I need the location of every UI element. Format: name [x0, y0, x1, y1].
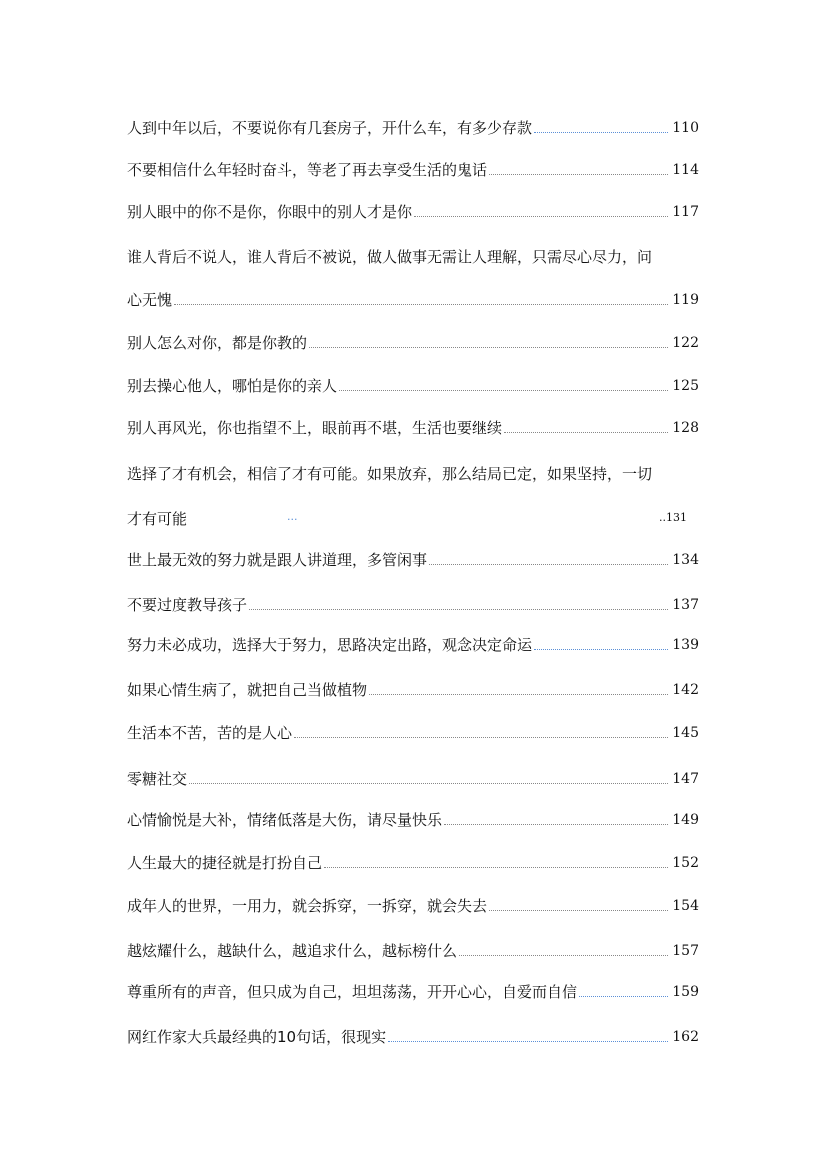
- toc-entry[interactable]: [127, 625, 699, 655]
- toc-entry[interactable]: [127, 843, 699, 873]
- toc-entry-page: 139: [672, 637, 699, 653]
- toc-entry-title: 别人再风光，你也指望不上，眼前再不堪，生活也要继续: [127, 419, 503, 437]
- toc-entry[interactable]: [127, 931, 699, 961]
- toc-entry-page: 162: [672, 1029, 699, 1045]
- toc-entry-page: 117: [672, 204, 699, 220]
- toc-entry-page: 147: [672, 771, 699, 787]
- toc-entry-title: 不要相信什么年轻时奋斗，等老了再去享受生活的鬼话: [127, 161, 488, 179]
- dot-leader: [249, 609, 668, 610]
- dot-leader: [489, 174, 668, 175]
- toc-entry-page: 152: [672, 855, 699, 871]
- toc-entry-title: 零糖社交: [127, 770, 188, 788]
- dot-leader: ...: [287, 510, 298, 523]
- toc-entry[interactable]: [127, 585, 699, 615]
- toc-entry[interactable]: [127, 408, 699, 438]
- toc-entry[interactable]: [127, 108, 699, 138]
- dot-leader: [174, 304, 668, 305]
- toc-entry-page: 149: [672, 812, 699, 828]
- toc-entry-page: 110: [672, 120, 699, 136]
- toc-entry[interactable]: [127, 713, 699, 743]
- toc-entry[interactable]: [127, 972, 699, 1002]
- toc-entry[interactable]: [127, 366, 699, 396]
- dot-leader: [579, 996, 668, 997]
- toc-entry-page: 125: [672, 378, 699, 394]
- dot-leader: [534, 649, 668, 650]
- dot-leader: [429, 564, 668, 565]
- toc-entry[interactable]: [127, 886, 699, 916]
- toc-entry[interactable]: [127, 759, 699, 789]
- toc-entry-title: 心情愉悦是大补，情绪低落是大伤，请尽量快乐: [127, 811, 443, 829]
- toc-entry-page: ..131: [659, 511, 687, 524]
- dot-leader: [489, 910, 668, 911]
- toc-entry-page: 137: [672, 597, 699, 613]
- toc-entry-page: 159: [672, 984, 699, 1000]
- dot-leader: [504, 432, 668, 433]
- toc-entry-title: 别去操心他人，哪怕是你的亲人: [127, 377, 338, 395]
- toc-entry-line1[interactable]: [127, 454, 699, 484]
- toc-entry-title: 尊重所有的声音，但只成为自己，坦坦荡荡，开开心心，自爱而自信: [127, 983, 578, 1001]
- dot-leader: [459, 955, 668, 956]
- toc-entry-title: 别人眼中的你不是你，你眼中的别人才是你: [127, 203, 413, 221]
- toc-entry-title: 谁人背后不说人，谁人背后不被说，做人做事无需让人理解，只需尽心尽力，问: [127, 248, 653, 266]
- toc-entry-page: 145: [672, 725, 699, 741]
- toc-entry-title: 世上最无效的努力就是跟人讲道理，多管闲事: [127, 551, 428, 569]
- toc-entry[interactable]: [127, 540, 699, 570]
- dot-leader: [189, 783, 668, 784]
- toc-entry-title: 努力未必成功，选择大于努力，思路决定出路，观念决定命运: [127, 636, 533, 654]
- toc-entry-title: 网红作家大兵最经典的10句话，很现实: [127, 1028, 387, 1046]
- toc-entry-title: 人到中年以后，不要说你有几套房子，开什么车，有多少存款: [127, 119, 533, 137]
- toc-entry-title: 生活本不苦，苦的是人心: [127, 724, 293, 742]
- dot-leader: [534, 132, 668, 133]
- dot-leader: [309, 347, 668, 348]
- toc-entry-title: 不要过度教导孩子: [127, 596, 248, 614]
- toc-entry-page: 134: [672, 552, 699, 568]
- toc-entry-title: 心无愧: [127, 291, 173, 309]
- toc-entry[interactable]: [127, 800, 699, 830]
- dot-leader: [339, 390, 668, 391]
- toc-entry[interactable]: [127, 150, 699, 180]
- toc-entry-page: 114: [672, 162, 699, 178]
- toc-entry-title: 人生最大的捷径就是打扮自己: [127, 854, 323, 872]
- dot-leader: [444, 824, 668, 825]
- toc-entry[interactable]: [127, 670, 699, 700]
- toc-entry-title: 成年人的世界，一用力，就会拆穿，一拆穿，就会失去: [127, 897, 488, 915]
- toc-entry[interactable]: [127, 1017, 699, 1047]
- toc-entry-page: 128: [672, 420, 699, 436]
- toc-entry-page: 119: [672, 292, 699, 308]
- toc-entry-page: 154: [672, 898, 699, 914]
- dot-leader: [324, 867, 668, 868]
- dot-leader: [388, 1041, 668, 1042]
- toc-entry[interactable]: [127, 323, 699, 353]
- toc-entry-title: 才有可能: [127, 510, 188, 528]
- toc-entry[interactable]: [127, 192, 699, 222]
- toc-entry[interactable]: [127, 499, 699, 529]
- dot-leader: [414, 216, 668, 217]
- toc-entry-title: 越炫耀什么，越缺什么，越追求什么，越标榜什么: [127, 942, 458, 960]
- toc-entry-title: 别人怎么对你，都是你教的: [127, 334, 308, 352]
- toc-entry-page: 157: [672, 943, 699, 959]
- toc-entry-line1[interactable]: [127, 237, 699, 267]
- toc-entry[interactable]: [127, 280, 699, 310]
- toc-entry-page: 142: [672, 682, 699, 698]
- toc-entry-page: 122: [672, 335, 699, 351]
- dot-leader: [294, 737, 668, 738]
- toc-entry-title: 选择了才有机会，相信了才有可能。如果放弃，那么结局已定，如果坚持，一切: [127, 465, 653, 483]
- toc-entry-title: 如果心情生病了，就把自己当做植物: [127, 681, 368, 699]
- dot-leader: [369, 694, 668, 695]
